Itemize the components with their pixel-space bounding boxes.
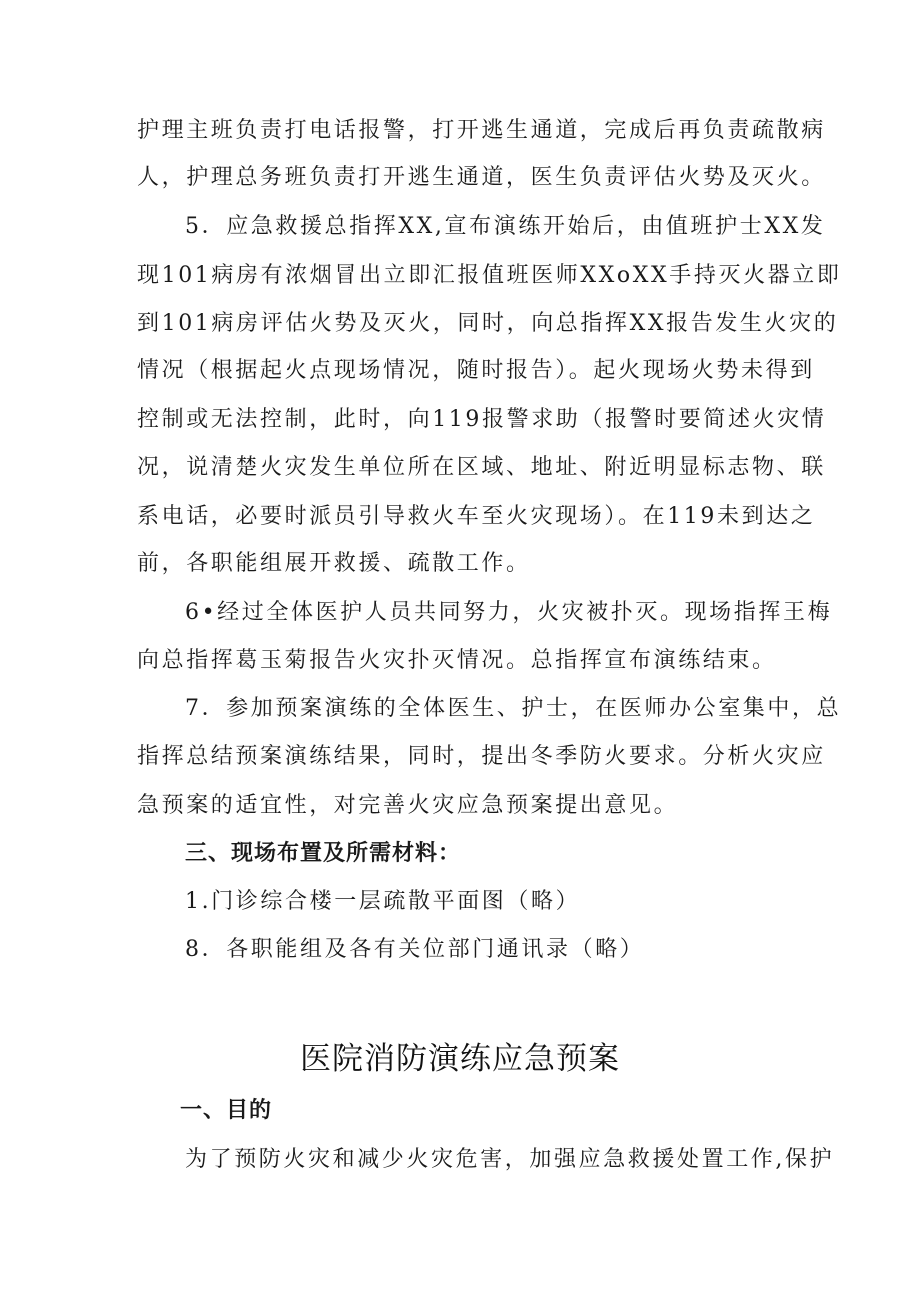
- paragraph-line: 5．应急救援总指挥XX,宣布演练开始后，由值班护士XX发: [185, 214, 826, 239]
- paragraph-line: 情况（根据起火点现场情况，随时报告）。起火现场火势未得到: [137, 358, 815, 383]
- paragraph-line: 前，各职能组展开救援、疏散工作。: [137, 551, 531, 576]
- paragraph-line: 护理主班负责打电话报警，打开逃生通道，完成后再负责疏散病: [137, 118, 826, 143]
- list-item: 8．各职能组及各有关位部门通讯录（略）: [185, 937, 645, 962]
- paragraph-line: 6•经过全体医护人员共同努力，火灾被扑灭。现场指挥王梅: [185, 600, 833, 625]
- document-title: 医院消防演练应急预案: [300, 1041, 620, 1077]
- section-heading: 三、现场布置及所需材料：: [185, 841, 462, 866]
- paragraph-line: 控制或无法控制，此时，向119报警求助（报警时要简述火灾情: [137, 407, 827, 432]
- paragraph-line: 向总指挥葛玉菊报告火灾扑灭情况。总指挥宣布演练结束。: [137, 648, 777, 673]
- list-item: 1.门诊综合楼一层疏散平面图（略）: [185, 889, 581, 914]
- paragraph-line: 到101病房评估火势及灭火，同时，向总指挥XX报告发生火灾的: [137, 311, 839, 336]
- paragraph-line: 现101病房有浓烟冒出立即汇报值班医师XXoXX手持灭火器立即: [137, 263, 842, 288]
- paragraph-line: 指挥总结预案演练结果，同时，提出冬季防火要求。分析火灾应: [137, 744, 826, 769]
- paragraph-line: 为了预防火灾和减少火灾危害，加强应急救援处置工作,保护: [185, 1147, 835, 1172]
- paragraph-line: 7．参加预案演练的全体医生、护士，在医师办公室集中，总: [185, 696, 842, 721]
- section-heading: 一、目的: [180, 1098, 273, 1123]
- paragraph-line: 急预案的适宜性，对完善火灾应急预案提出意见。: [137, 793, 679, 818]
- paragraph-line: 人，护理总务班负责打开逃生通道，医生负责评估火势及灭火。: [137, 165, 826, 190]
- paragraph-line: 况，说清楚火灾发生单位所在区域、地址、附近明显标志物、联: [137, 455, 826, 480]
- paragraph-line: 系电话，必要时派员引导救火车至火灾现场）。在119未到达之: [137, 504, 816, 529]
